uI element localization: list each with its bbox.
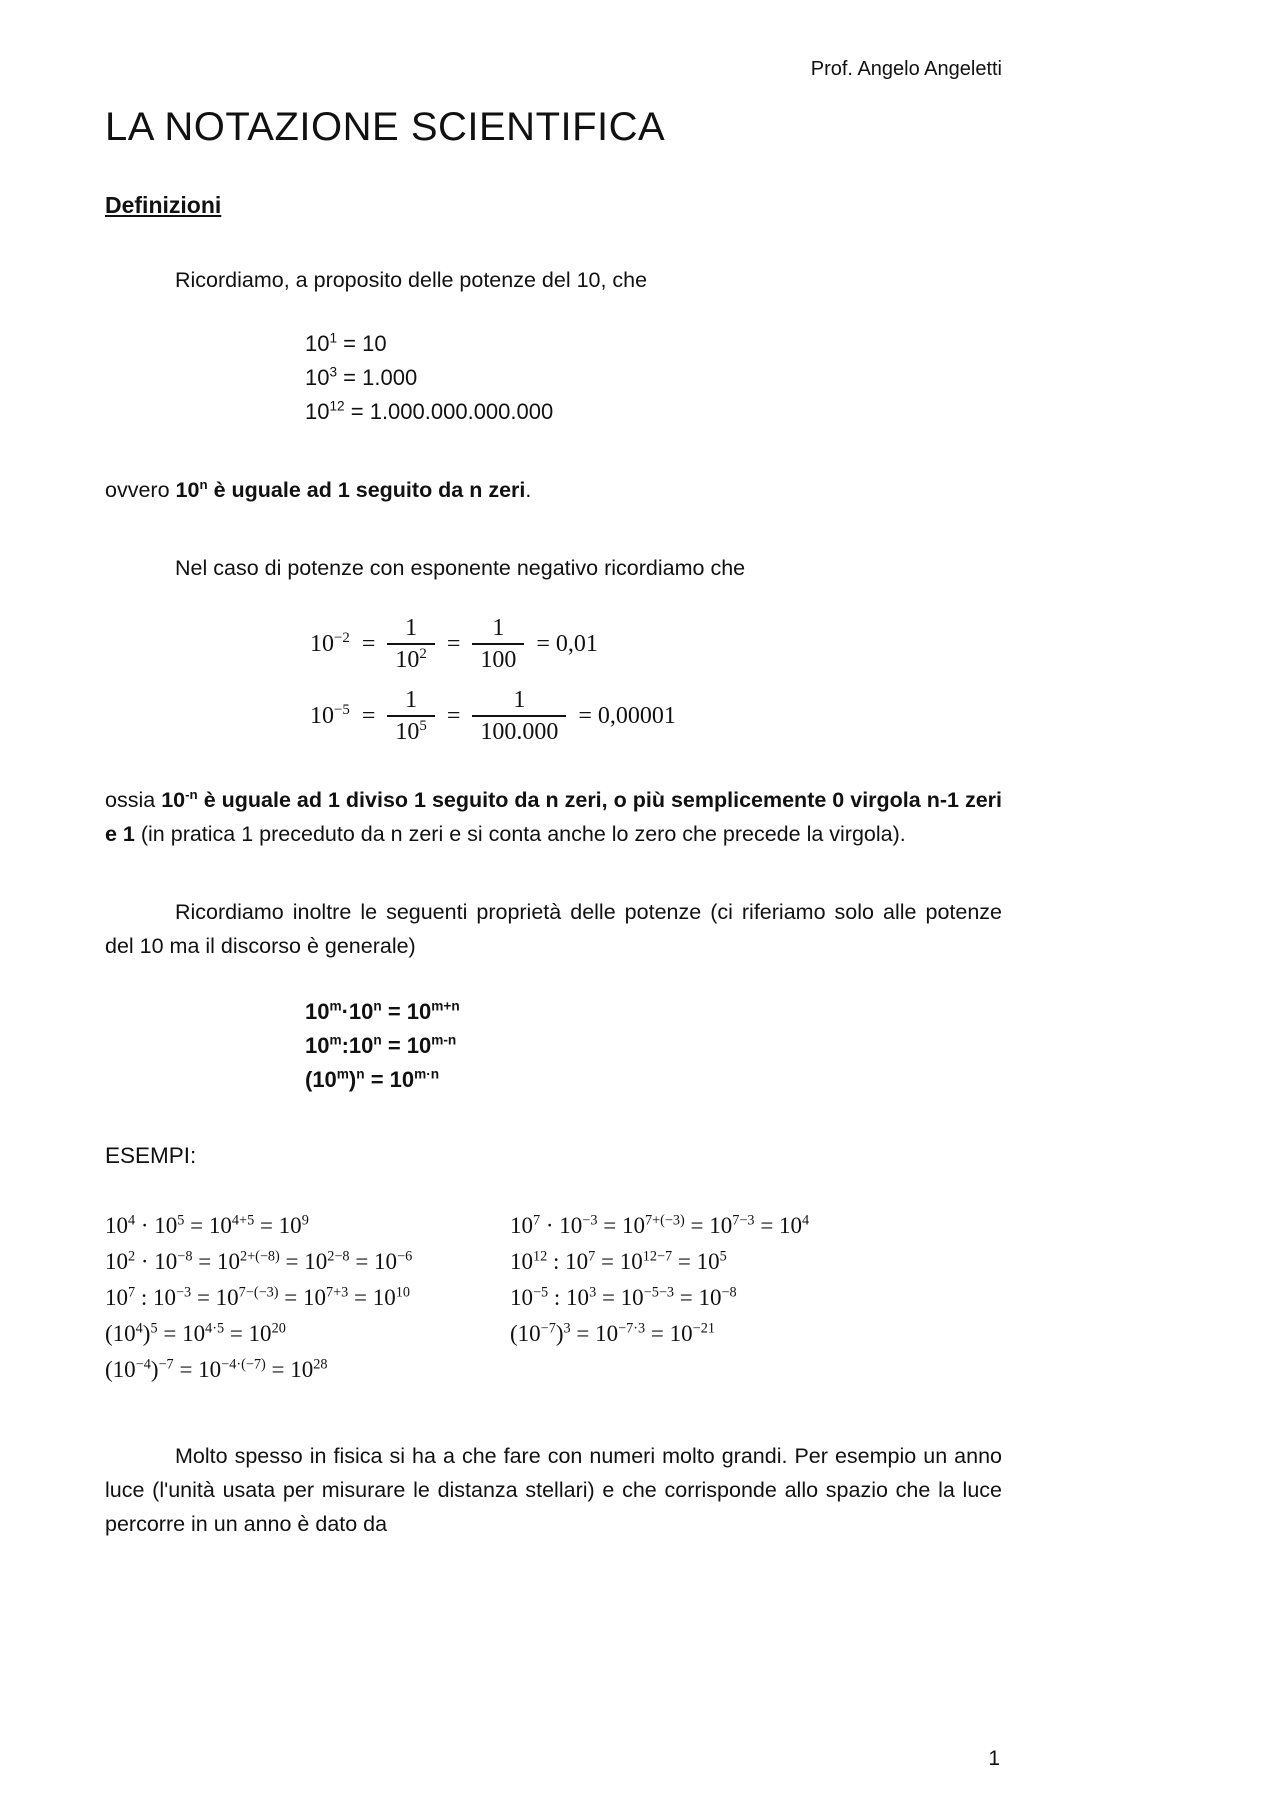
example-equation: $(10^{-7})^3 = 10^{-7\cdot 3} = 10^{-21}$ bbox=[510, 1320, 715, 1346]
examples-section bbox=[105, 1209, 1002, 1389]
ovvero-prefix: ovvero bbox=[105, 478, 176, 502]
power-equation-1: $10^1 = 10$ bbox=[305, 330, 387, 356]
equation-lhs: $10^{-5}$ bbox=[310, 701, 350, 729]
examples-left-column bbox=[105, 1209, 510, 1389]
numerator: 1 bbox=[405, 615, 418, 641]
property-equation-3: $(10^m)^n = 10^{m\cdot n}$ bbox=[305, 1066, 440, 1092]
closing-paragraph: Molto spesso in fisica si ha a che fare con numeri molto grandi. Per esempio un anno luce (l'unità usata per misurare le distanza stellari) e che corrisponde allo spazio che la luce percorre in un anno è dato da bbox=[105, 1444, 1002, 1536]
example-equation: $10^7$ : $10^{-3} = 10^{7-(-3)} = 10^{7+3} = 10^{10}$ bbox=[105, 1284, 411, 1310]
ovvero-suffix: . bbox=[525, 478, 532, 502]
examples-right-column bbox=[510, 1209, 1002, 1389]
power-properties-block bbox=[305, 995, 1002, 1097]
esempi-heading: ESEMPI: bbox=[105, 1143, 197, 1168]
equation-result: = 0,01 bbox=[536, 630, 598, 657]
properties-intro-paragraph: Ricordiamo inoltre le seguenti proprietà delle potenze (ci riferiamo solo alle potenze del 10 ma il discorso è generale) bbox=[105, 900, 1002, 958]
ossia-prefix: ossia bbox=[105, 788, 162, 812]
property-equation-1: $10^m\cdot 10^n = 10^{m+n}$ bbox=[305, 998, 460, 1024]
denominator: $10^2$ bbox=[387, 643, 434, 675]
example-equation: $10^{12}$ : $10^7 = 10^{12-7} = 10^5$ bbox=[510, 1248, 727, 1274]
ovvero-paragraph bbox=[105, 473, 1002, 507]
fraction-equation-1 bbox=[310, 613, 1002, 675]
power-equation-3: $10^{12} = 1.000.000.000.000$ bbox=[305, 398, 554, 424]
equals-sign: = bbox=[361, 630, 376, 657]
page-number: 1 bbox=[988, 1747, 1000, 1770]
author-line: Prof. Angelo Angeletti bbox=[810, 58, 1002, 80]
fraction-equation-2 bbox=[310, 685, 1002, 747]
power-equation-2: $10^3 = 1.000$ bbox=[305, 364, 418, 390]
powers-of-ten-block bbox=[305, 327, 1002, 429]
numerator: 1 bbox=[405, 687, 418, 713]
fraction bbox=[472, 685, 566, 747]
equals-sign: = bbox=[361, 702, 376, 729]
page-title: LA NOTAZIONE SCIENTIFICA bbox=[105, 105, 666, 149]
ossia-bold-statement: $10^{-n}$ è uguale ad 1 diviso 1 seguito da n zeri, o più semplicemente 0 virgola n-1 zeri e 1 bbox=[105, 786, 1002, 846]
fraction bbox=[387, 685, 434, 747]
denominator: 100 bbox=[472, 643, 524, 675]
ovvero-bold-statement: 10$^n$ è uguale ad 1 seguito da n zeri bbox=[175, 476, 526, 502]
ossia-paragraph bbox=[105, 783, 1002, 851]
property-equation-2: $10^m:10^n = 10^{m-n}$ bbox=[305, 1032, 457, 1058]
denominator: 100.000 bbox=[472, 715, 566, 747]
definitions-heading: Definizioni bbox=[105, 192, 222, 218]
numerator: 1 bbox=[492, 615, 505, 641]
negative-powers-block bbox=[310, 613, 1002, 747]
example-equation: $10^{-5}$ : $10^3 = 10^{-5-3} = 10^{-8}$ bbox=[510, 1284, 737, 1310]
example-equation: $10^4 \cdot 10^5 = 10^{4+5} = 10^9$ bbox=[105, 1212, 309, 1238]
example-equation: $(10^4)^5 = 10^{4\cdot 5} = 10^{20}$ bbox=[105, 1320, 286, 1346]
negative-exponent-intro-paragraph: Nel caso di potenze con esponente negativo ricordiamo che bbox=[175, 556, 746, 580]
equals-sign: = bbox=[446, 630, 461, 657]
example-equation: $10^2 \cdot 10^{-8} = 10^{2+(-8)} = 10^{2-8} = 10^{-6}$ bbox=[105, 1248, 413, 1274]
ossia-suffix: (in pratica 1 preceduto da n zeri e si conta anche lo zero che precede la virgola). bbox=[134, 822, 906, 846]
numerator: 1 bbox=[513, 687, 526, 713]
equation-result: = 0,00001 bbox=[578, 702, 676, 729]
denominator: $10^5$ bbox=[387, 715, 434, 747]
example-equation: $10^7 \cdot 10^{-3} = 10^{7+(-3)} = 10^{7-3} = 10^4$ bbox=[510, 1212, 810, 1238]
fraction bbox=[387, 613, 434, 675]
equation-lhs: $10^{-2}$ bbox=[310, 629, 350, 657]
equals-sign: = bbox=[446, 702, 461, 729]
fraction bbox=[472, 613, 524, 675]
example-equation: $(10^{-4})^{-7} = 10^{-4\cdot(-7)} = 10^{28}$ bbox=[105, 1356, 328, 1382]
intro-paragraph: Ricordiamo, a proposito delle potenze del 10, che bbox=[175, 268, 648, 292]
